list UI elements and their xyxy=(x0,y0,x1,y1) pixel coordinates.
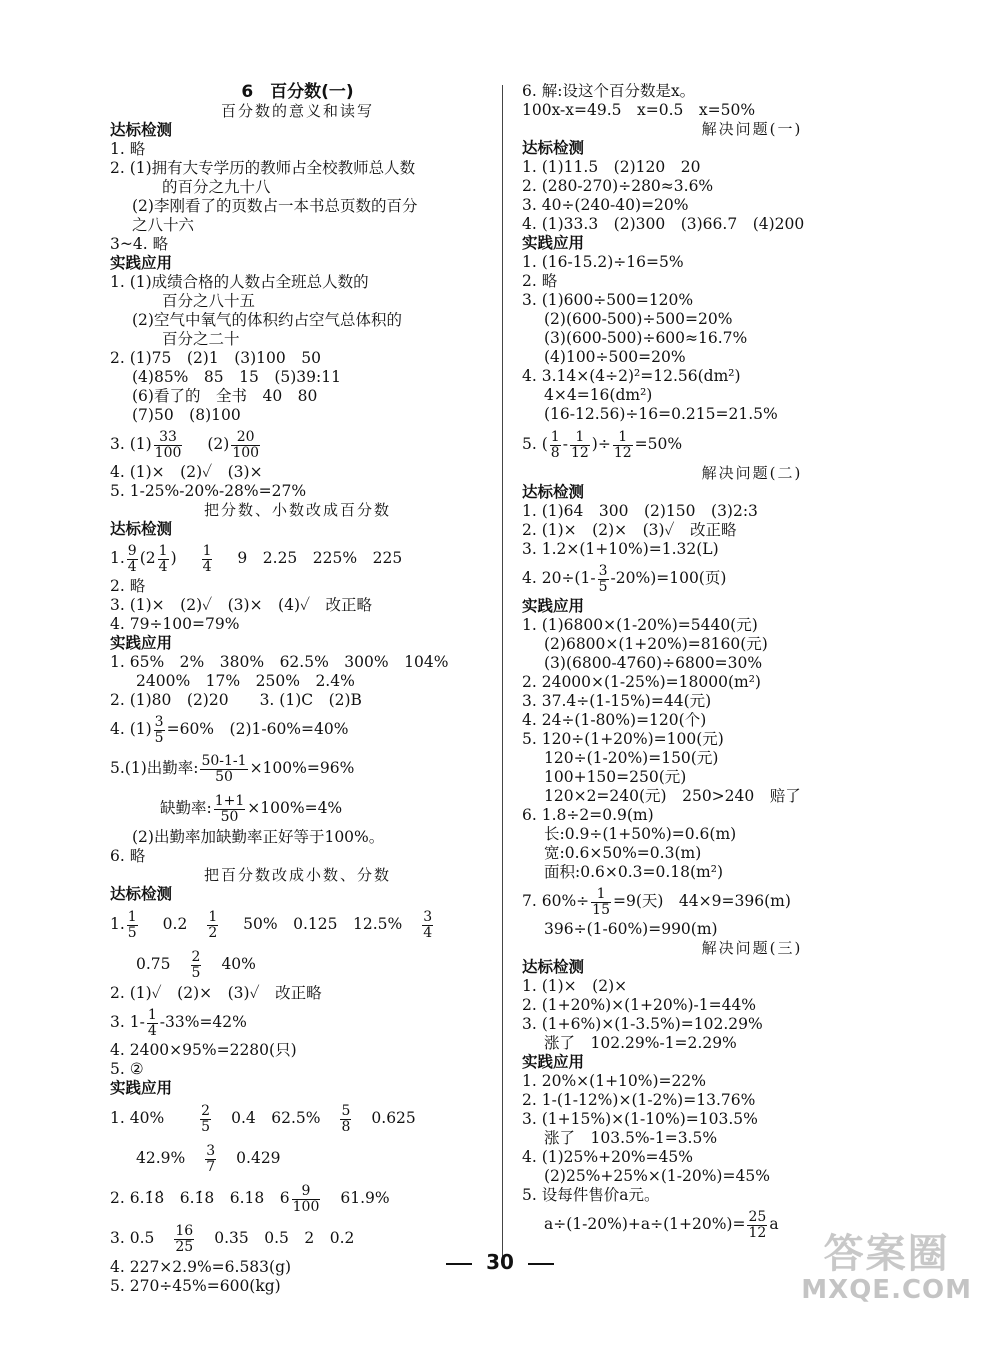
text: 42.9% xyxy=(136,1149,186,1167)
text: (2) xyxy=(207,435,230,453)
text: -20%)=100(页) xyxy=(610,569,727,587)
answer-line: 2. 略 xyxy=(110,577,146,595)
answer-line xyxy=(110,1138,485,1178)
numerator: 25 xyxy=(748,1208,767,1225)
denominator: 25 xyxy=(175,1238,194,1255)
numerator: 1 xyxy=(202,542,212,559)
section-heading: 达标检测 xyxy=(522,958,585,976)
numerator: 3 xyxy=(423,908,433,925)
denominator: 2 xyxy=(208,924,218,941)
denominator: 100 xyxy=(232,444,260,461)
text: 2. 6.1̇8̇ 6.1̇8 6.18 6 xyxy=(110,1189,290,1207)
answer-line: 6. 解:设这个百分数是x。 xyxy=(522,82,696,100)
watermark xyxy=(801,1222,972,1305)
answer-line xyxy=(110,748,485,788)
answer-line: 1. 65% 2% 380% 62.5% 300% 104% xyxy=(110,653,449,671)
answer-line: 2400% 17% 250% 2.4% xyxy=(136,672,355,690)
page-number-text: 30 xyxy=(486,1250,514,1274)
answer-line: (3)(6800-4760)÷6800=30% xyxy=(544,654,763,672)
answer-line: 4. 24÷(1-80%)=120(个) xyxy=(522,711,707,729)
dash-left xyxy=(446,1263,472,1265)
text: 3. (1) xyxy=(110,435,152,453)
answer-line: 百分之八十五 xyxy=(162,292,256,310)
fraction xyxy=(747,1210,767,1241)
answer-line xyxy=(522,424,922,464)
text: 4. (1) xyxy=(110,720,152,738)
subsection-title: 把百分数改成小数、分数 xyxy=(203,866,391,884)
text: 9 2.25 225% 225 xyxy=(237,549,403,567)
answer-line: 之八十六 xyxy=(132,216,195,234)
numerator: 2 xyxy=(191,948,201,965)
answer-line: 5. 120÷(1+20%)=100(元) xyxy=(522,730,724,748)
section-heading: 实践应用 xyxy=(110,254,173,272)
denominator: 5 xyxy=(598,578,608,595)
section-heading: 实践应用 xyxy=(522,597,585,615)
text: 5. ( xyxy=(522,435,548,453)
answer-line: (2)出勤率加缺勤率正好等于100%。 xyxy=(132,828,385,846)
section-heading: 实践应用 xyxy=(522,1053,585,1071)
answer-line: 百分之二十 xyxy=(162,330,240,348)
numerator: 1 xyxy=(570,430,590,446)
numerator: 50-1-1 xyxy=(201,752,247,769)
answer-line xyxy=(110,944,485,984)
answer-line: 4. 227×2.9%=6.583(g) xyxy=(110,1258,292,1276)
denominator: 5 xyxy=(201,1118,211,1135)
chapter-title: 6 百分数(一) xyxy=(241,82,354,102)
answer-line: 3. (1)600÷500=120% xyxy=(522,291,694,309)
text: ×100%=96% xyxy=(249,759,355,777)
section-heading: 实践应用 xyxy=(110,1079,173,1097)
denominator: 4 xyxy=(158,558,168,575)
answer-line: 100+150=250(元) xyxy=(544,768,687,786)
numerator: 5 xyxy=(341,1102,351,1119)
text: - xyxy=(562,435,568,453)
fraction xyxy=(127,910,138,941)
answer-line: 2. (280-270)÷280≈3.6% xyxy=(522,177,714,195)
text: )÷ xyxy=(591,435,611,453)
denominator: 5 xyxy=(154,729,164,746)
text: 5.(1)出勤率: xyxy=(110,759,199,777)
answer-line xyxy=(110,788,485,828)
answer-line: 4. (1)33.3 (2)300 (3)66.7 (4)200 xyxy=(522,215,805,233)
section-heading: 达标检测 xyxy=(110,121,173,139)
answer-line: 宽:0.6×50%=0.3(m) xyxy=(544,844,702,862)
subsection-title: 把分数、小数改成百分数 xyxy=(203,501,391,519)
text: a÷(1-20%)+a÷(1+20%)= xyxy=(544,1215,746,1233)
watermark-logo-text: 答案圈 xyxy=(823,1231,950,1277)
section-heading: 实践应用 xyxy=(522,234,585,252)
text: 缺勤率: xyxy=(160,799,212,817)
subsection-title: 解决问题(二) xyxy=(701,464,803,482)
numerator: 1 xyxy=(208,908,218,925)
answer-line: 1. (1)11.5 (2)120 20 xyxy=(522,158,701,176)
answer-line: 2. (1)✓ (2)× (3)✓ 改正略 xyxy=(110,984,322,1002)
denominator: 5 xyxy=(191,964,201,981)
denominator: 4 xyxy=(127,558,137,575)
numerator: 1 xyxy=(158,542,168,559)
answer-line: 长:0.9÷(1+50%)=0.6(m) xyxy=(544,825,737,843)
section-heading: 实践应用 xyxy=(110,634,173,652)
answer-line: 3. (1+6%)×(1-3.5%)=102.29% xyxy=(522,1015,763,1033)
answer-line: (2)李刚看了的页数占一本书总页数的百分 xyxy=(132,197,418,215)
answer-line: 2. 略 xyxy=(522,272,558,290)
denominator: 8 xyxy=(550,444,560,461)
numerator: 20 xyxy=(231,430,260,446)
fraction xyxy=(613,430,633,461)
text: 0.429 xyxy=(236,1149,281,1167)
column-divider xyxy=(502,85,503,1265)
answer-line: (16-12.56)÷16=0.215=21.5% xyxy=(544,405,778,423)
answer-line: 2. (1)× (2)× (3)✓ 改正略 xyxy=(522,521,737,539)
answer-line xyxy=(110,904,485,944)
fraction xyxy=(191,950,202,981)
text: 1. xyxy=(110,549,125,567)
section-heading: 达标检测 xyxy=(522,139,585,157)
answer-line: 2. (1)拥有大专学历的教师占全校教师总人数 xyxy=(110,159,416,177)
fraction xyxy=(598,564,609,595)
text: ) xyxy=(170,549,177,567)
text: ×100%=4% xyxy=(247,799,343,817)
fraction xyxy=(158,544,169,575)
answer-line: (2)空气中氧气的体积约占空气总体积的 xyxy=(132,311,402,329)
answer-line: 面积:0.6×0.3=0.18(m²) xyxy=(544,863,724,881)
denominator: 50 xyxy=(215,768,233,785)
answer-line: 2. (1+20%)×(1+20%)-1=44% xyxy=(522,996,757,1014)
fraction xyxy=(154,715,165,746)
text: 0.75 xyxy=(136,955,171,973)
denominator: 100 xyxy=(292,1198,320,1215)
answer-line: 4. (1)× (2)✓ (3)× xyxy=(110,463,263,481)
text: (2 xyxy=(139,549,156,567)
answer-line: 2. (1)80 (2)20 3. (1)C (2)B xyxy=(110,691,362,709)
answer-line xyxy=(522,559,922,597)
answer-line xyxy=(110,1178,485,1218)
answer-line: 涨了 102.29%-1=2.29% xyxy=(544,1034,737,1052)
fraction xyxy=(207,910,218,941)
answer-line: 2. 24000×(1-25%)=18000(m²) xyxy=(522,673,761,691)
text: 3. 1- xyxy=(110,1013,145,1031)
answer-line: (4)85% 85 15 (5)39:11 xyxy=(132,368,341,386)
text: =60% (2)1-60%=40% xyxy=(166,720,349,738)
denominator: 12 xyxy=(570,444,589,461)
fraction xyxy=(154,430,183,461)
fraction xyxy=(205,1144,216,1175)
denominator: 15 xyxy=(592,901,610,918)
numerator: 3 xyxy=(154,713,164,730)
answer-line: 4. 3.14×(4÷2)²=12.56(dm²) xyxy=(522,367,741,385)
answer-line: 120÷(1-20%)=150(元) xyxy=(544,749,719,767)
denominator: 4 xyxy=(202,558,212,575)
fraction xyxy=(422,910,433,941)
denominator: 4 xyxy=(423,924,433,941)
answer-line: 3. (1)× (2)✓ (3)× (4)✓ 改正略 xyxy=(110,596,373,614)
numerator: 1+1 xyxy=(214,792,245,809)
answer-line: (6)看了的 全书 40 80 xyxy=(132,387,318,405)
fraction xyxy=(340,1104,351,1135)
fraction xyxy=(200,1104,211,1135)
text: 0.4 62.5% xyxy=(231,1109,321,1127)
fraction xyxy=(200,754,247,785)
fraction xyxy=(214,794,246,825)
section-heading: 达标检测 xyxy=(110,520,173,538)
denominator: 50 xyxy=(220,808,239,825)
answer-line: 3. (1+15%)×(1-10%)=103.5% xyxy=(522,1110,758,1128)
denominator: 7 xyxy=(206,1158,216,1175)
denominator: 8 xyxy=(341,1118,351,1135)
answer-line xyxy=(110,425,485,463)
fraction xyxy=(147,1008,158,1039)
right-column xyxy=(522,82,922,1243)
text: 0.35 0.5 2 0.2 xyxy=(214,1229,355,1247)
section-heading: 达标检测 xyxy=(522,483,585,501)
fraction xyxy=(202,544,213,575)
answer-line xyxy=(110,710,485,748)
text: 0.625 xyxy=(371,1109,416,1127)
answer-line: (7)50 (8)100 xyxy=(132,406,241,424)
answer-line: 1. (16-15.2)÷16=5% xyxy=(522,253,684,271)
answer-line: 5. ② xyxy=(110,1060,144,1078)
answer-line: 1. 20%×(1+10%)=22% xyxy=(522,1072,706,1090)
answer-line: 3. 1.2×(1+10%)=1.32(L) xyxy=(522,540,719,558)
answer-line xyxy=(110,539,485,577)
fraction xyxy=(292,1184,321,1215)
answer-line: 1. (1)成绩合格的人数占全班总人数的 xyxy=(110,273,369,291)
subsection-title: 百分数的意义和读写 xyxy=(220,102,374,120)
answer-line: 5. 1-25%-20%-28%=27% xyxy=(110,482,307,500)
numerator: 1 xyxy=(591,887,611,903)
numerator: 3 xyxy=(206,1142,216,1159)
answer-line: 4. 2400×95%=2280(只) xyxy=(110,1041,297,1059)
denominator: 4 xyxy=(147,1022,157,1039)
answer-line: (2)(600-500)÷500=20% xyxy=(544,310,733,328)
answer-line: 6. 1.8÷2=0.9(m) xyxy=(522,806,654,824)
answer-line: 6. 略 xyxy=(110,847,146,865)
fraction xyxy=(231,430,260,461)
subsection-title: 解决问题(三) xyxy=(701,939,803,957)
numerator: 1 xyxy=(147,1006,157,1023)
answer-line: 1. (1)64 300 (2)150 (3)2:3 xyxy=(522,502,758,520)
answer-line: 100x-x=49.5 x=0.5 x=50% xyxy=(522,101,756,119)
text: 50% 0.125 12.5% xyxy=(243,915,403,933)
denominator: 5 xyxy=(127,924,137,941)
denominator: 12 xyxy=(748,1224,767,1241)
text: 1. xyxy=(110,915,125,933)
answer-line: 4. 79÷100=79% xyxy=(110,615,240,633)
section-heading: 达标检测 xyxy=(110,885,173,903)
fraction xyxy=(550,430,561,461)
numerator: 16 xyxy=(175,1222,194,1239)
numerator: 1 xyxy=(127,908,137,925)
numerator: 33 xyxy=(154,430,183,446)
answer-line: 3. 37.4÷(1-15%)=44(元) xyxy=(522,692,712,710)
answer-line: 涨了 103.5%-1=3.5% xyxy=(544,1129,718,1147)
answer-line: 4. (1)25%+20%=45% xyxy=(522,1148,693,1166)
answer-line xyxy=(110,1003,485,1041)
answer-line: 396÷(1-60%)=990(m) xyxy=(544,920,718,938)
answer-line: (2)6800×(1+20%)=8160(元) xyxy=(544,635,768,653)
numerator: 9 xyxy=(127,542,137,559)
subsection-title: 解决问题(一) xyxy=(701,120,803,138)
answer-line: 1. (1)× (2)× xyxy=(522,977,628,995)
answer-line xyxy=(522,882,922,920)
numerator: 1 xyxy=(550,428,560,445)
answer-line: 的百分之九十八 xyxy=(162,178,271,196)
fraction xyxy=(591,887,611,918)
denominator: 100 xyxy=(154,444,182,461)
text: =9(天) 44×9=396(m) xyxy=(612,892,791,910)
answer-line: 1. (1)6800×(1-20%)=5440(元) xyxy=(522,616,758,634)
text: -33%=42% xyxy=(159,1013,247,1031)
numerator: 2 xyxy=(201,1102,211,1119)
numerator: 1 xyxy=(613,430,633,446)
answer-line xyxy=(110,1098,485,1138)
fraction xyxy=(127,544,138,575)
answer-line: 1. 略 xyxy=(110,140,146,158)
numerator: 9 xyxy=(292,1184,321,1200)
watermark-url: MXQE.COM xyxy=(801,1275,972,1305)
answer-line: (2)25%+25%×(1-20%)=45% xyxy=(544,1167,770,1185)
text: a xyxy=(769,1215,779,1233)
text: 61.9% xyxy=(340,1189,390,1207)
answer-line: 2. 1-(1-12%)×(1-2%)=13.76% xyxy=(522,1091,756,1109)
numerator: 3 xyxy=(598,562,608,579)
text: 4. 20÷(1- xyxy=(522,569,596,587)
text: 3. 0.5 xyxy=(110,1229,155,1247)
text: 0.2 xyxy=(162,915,188,933)
fraction xyxy=(570,430,590,461)
answer-line: 5. 设每件售价a元。 xyxy=(522,1186,660,1204)
text: 7. 60%÷ xyxy=(522,892,590,910)
answer-line: 3. 40÷(240-40)=20% xyxy=(522,196,689,214)
answer-line: 3~4. 略 xyxy=(110,235,169,253)
left-column xyxy=(110,82,485,1296)
text: 40% xyxy=(221,955,256,973)
answer-line: 5. 270÷45%=600(kg) xyxy=(110,1277,281,1295)
text: =50% xyxy=(634,435,683,453)
dash-right xyxy=(528,1263,554,1265)
denominator: 12 xyxy=(613,444,632,461)
answer-line: 2. (1)75 (2)1 (3)100 50 xyxy=(110,349,321,367)
text: 1. 40% xyxy=(110,1109,165,1127)
answer-line: (4)100÷500=20% xyxy=(544,348,686,366)
answer-line: (3)(600-500)÷600≈16.7% xyxy=(544,329,748,347)
answer-line: 120×2=240(元) 250>240 赔了 xyxy=(544,787,801,805)
answer-line: 4×4=16(dm²) xyxy=(544,386,653,404)
